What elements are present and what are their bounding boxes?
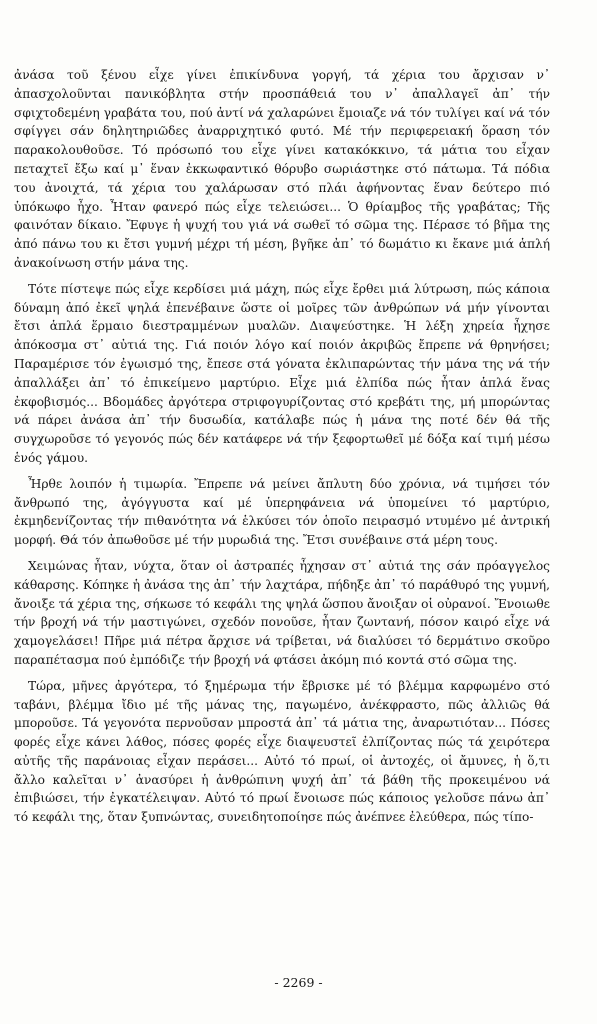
body-text [14, 66, 550, 834]
page-number: - 2269 - [274, 975, 323, 990]
paragraph-4: Χειμώνας ἦταν, νύχτα, ὅταν οἱ ἀστραπές ἦχησαν στ᾽ αὐτιά της σάν πρόαγγελος κάθαρσης. Κόπηκε ἡ ἀνάσα της ἀπ᾽ τήν λαχτάρα, πήδηξε ἀπ᾽ τό παράθυρό της γυμνή, ἄνοιξε τά χέρια της, σήκωσε τό κεφάλι της ψηλά ὥσπου ἄνοιξαν οἱ οὐρανοί. Ἔνοιωθε τήν βροχή νά τήν μαστιγώνει, σχεδόν πονοῦσε, ἦταν ζωντανή, πόσον καιρό εἶχε νά χαμογελάσει! Πῆρε μιά πέτρα ἄρχισε νά τρίβεται, νά διαλύσει τό δερμάτινο σκοῦρο παραπέτασμα πού ἐμπόδιζε τήν βροχή νά φτάσει ἀκόμη πιό κοντά στό σῶμα της. [14, 558, 550, 667]
paragraph-2: Τότε πίστεψε πώς εἶχε κερδίσει μιά μάχη, πώς εἶχε ἔρθει μιά λύτρωση, πώς κάποια δύναμη ἀπό ἐκεῖ ψηλά ἐπενέβαινε ὥστε οἱ μοῖρες τῶν ἀνθρώπων νά μήν γίνονται ἔτσι ἁπλά ἕρμαιο διεστραμμένων μυαλῶν. Διαψεύστηκε. Ἡ λέξη χηρεία ἦχησε ἀπόκοσμα στ᾽ αὐτιά της. Γιά ποιόν λόγο καί ποιόν ἀκριβῶς ἔπρεπε νά θρηνήσει; Παραμέρισε τόν ἐγωισμό της, ἔπεσε στά γόνατα ἐκλιπαρώντας τήν μάνα της νά τήν ἀπαλλάξει ἀπ᾽ τό ἐπικείμενο μαρτύριο. Εἶχε μιά ἐλπίδα πώς ἦταν ἁπλά ἕνας ἐκφοβισμός... Βδομάδες ἀργότερα στριφογυρίζοντας στό κρεβάτι της, μή μπορώντας νά πάρει ἀνάσα ἀπ᾽ τήν δυσωδία, κατάλαβε πώς ἡ μάνα της ποτέ δέν θά τῆς συγχωροῦσε τό γεγονός πώς δέν κατάφερε νά τήν ξεφορτωθεῖ μέ δόξα καί τιμή μέσω ἑνός γάμου. [14, 281, 550, 465]
paragraph-3: Ἦρθε λοιπόν ἡ τιμωρία. Ἔπρεπε νά μείνει ἄπλυτη δύο χρόνια, νά τιμήσει τόν ἄνθρωπό της, ἀγόγγυστα καί μέ ὑπερηφάνεια νά ὑπομείνει τό μαρτύριο, ἐκμηδενίζοντας τήν πιθανότητα νά ἑλκύσει τόν ὁποῖο πειρασμό ντυμένο μέ ἀντρική μορφή. Θά τόν ἀπωθοῦσε μέ τήν μυρωδιά της. Ἔτσι συνέβαινε στά μέρη τους. [14, 476, 550, 548]
paragraph-1: ἀνάσα τοῦ ξένου εἶχε γίνει ἐπικίνδυνα γοργή, τά χέρια του ἄρχισαν ν᾽ ἀπασχολοῦνται πανικόβλητα στήν προσπάθειά του ν᾽ ἀπαλλαγεῖ ἀπ᾽ τήν σφιχτοδεμένη γραβάτα του, πού ἀντί νά χαλαρώνει ἔμοιαζε νά τόν τυλίγει καί νά τόν σφίγγει σάν δηλητηριῶδες ἀναρριχητικό φυτό. Μέ τήν περιφερειακή ὅραση τόν παρακολουθοῦσε. Τό πρόσωπό του εἶχε γίνει κατακόκκινο, τά μάτια του εἶχαν πεταχτεῖ ἔξω καί μ᾽ ἕναν ἐκκωφαντικό θόρυβο σωριάστηκε στό πάτωμα. Τά πόδια του ἀνοιχτά, τά χέρια του χαλάρωσαν στό πλάι ἀφήνοντας ἕναν δεύτερο πιό ὑπόκωφο ἦχο. Ἦταν φανερό πώς εἶχε τελειώσει... Ὁ θρίαμβος τῆς γραβάτας; Τῆς φαινόταν δίκαιο. Ἔφυγε ἡ ψυχή του γιά νά σωθεῖ τό σῶμα της. Πέρασε τό βῆμα της ἀπό πάνω του κι ἔτσι γυμνή μέχρι τή μέση, βγῆκε ἀπ᾽ τό δωμάτιο κι ἔκανε μιά ἁπλή ἀνακοίνωση στήν μάνα της. [14, 68, 550, 270]
paragraph-5: Τώρα, μῆνες ἀργότερα, τό ξημέρωμα τήν ἔβρισκε μέ τό βλέμμα καρφωμένο στό ταβάνι, βλέμμα ἴδιο μέ τῆς μάνας της, παγωμένο, ἀνέκφραστο, πῶς ἀλλιῶς θά μποροῦσε. Τά γεγονότα περνοῦσαν μπροστά ἀπ᾽ τά μάτια της, ἀναρωτιόταν... Πόσες φορές εἶχε κάνει λάθος, πόσες φορές εἶχε διαψευστεῖ ἐλπίζοντας πώς τά χειρότερα αὐτῆς τῆς παράνοιας εἶχαν περάσει... Αὐτό τό πρωί, οἱ ἀντοχές, οἱ ἄμυνες, ἡ ὅ,τι ἄλλο καλεῖται ν᾽ ἀνασύρει ἡ ἀνθρώπινη ψυχή ἀπ᾽ τά βάθη τῆς προκειμένου νά ἐπιβιώσει, τήν ἐγκατέλειψαν. Αὐτό τό πρωί ἔνοιωσε πώς κάποιος γελοῦσε πάνω ἀπ᾽ τό κεφάλι της, ὅταν ξυπνώντας, συνειδητοποίησε πώς ἀνέπνεε ἐλεύθερα, πώς τίπο- [14, 678, 550, 825]
